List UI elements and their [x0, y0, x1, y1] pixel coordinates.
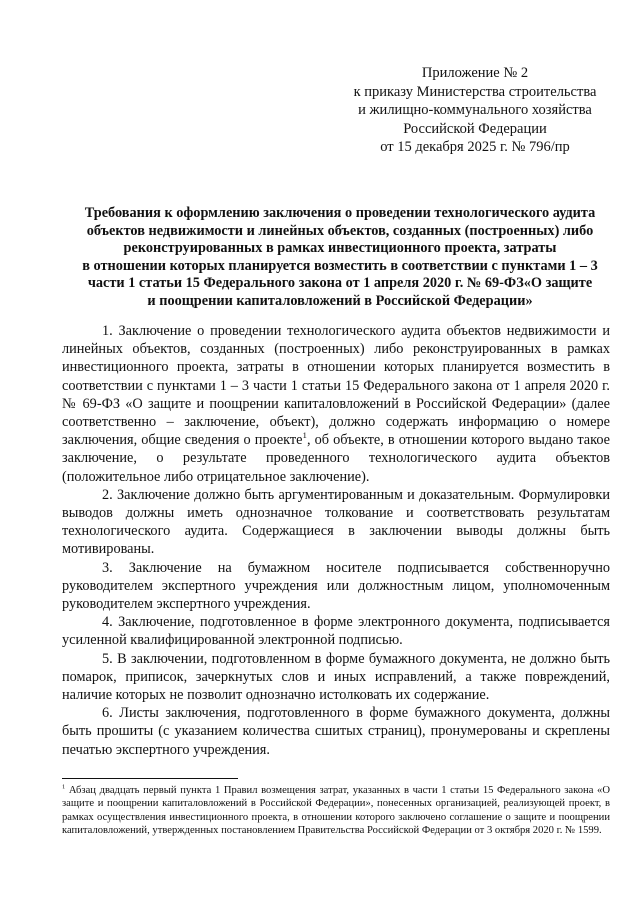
title-line: реконструированных в рамках инвестиционного проекта, затраты	[123, 240, 557, 257]
paragraph-1	[62, 322, 610, 486]
document-body	[62, 322, 610, 759]
footnote-mark: 1	[62, 783, 66, 791]
paragraph-6: 6. Листы заключения, подготовленного в форме бумажного документа, должны быть прошиты (с указанием количества сшитых страниц), пронумерованы и скреплены печатью экспертного учреждения.	[62, 705, 610, 758]
paragraph-4: 4. Заключение, подготовленное в форме электронного документа, подписывается усиленной квалифицированной электронной подписью.	[62, 614, 610, 649]
footnote-reference: 1	[302, 430, 307, 441]
title-line: объектов недвижимости и линейных объектов, созданных (построенных) либо	[86, 222, 594, 239]
paragraph-1-text: 1. Заключение о проведении технологического аудита объектов недвижимости и линейных объектов, созданных (построенных) либо реконструированных в рамках инвестиционного проекта, затраты в отношении которых планируется возместить в соответствии с пунктами 1 – 3 части 1 статьи 15 Федерального закона от 1 апреля 2020 г. № 69-ФЗ «О защите и поощрении капиталовложений в Российской Федерации» (далее соответственно – заключение, объект), должно содержать информацию о номере заключения, общие сведения о проекте	[62, 323, 610, 449]
title-line: и поощрении капиталовложений в Российской Федерации»	[147, 292, 533, 309]
appendix-header	[330, 64, 620, 157]
title-line: части 1 статьи 15 Федерального закона от 1 апреля 2020 г. № 69-ФЗ«О защите	[87, 275, 593, 292]
footnote-divider	[62, 778, 238, 779]
title-line: Требования к оформлению заключения о проведении технологического аудита	[84, 205, 596, 221]
paragraph-2: 2. Заключение должно быть аргументированным и доказательным. Формулировки выводов должны иметь однозначное толкование и соответствовать результатам технологического аудита. Содержащиеся в заключении выводы должны быть мотивированы.	[62, 486, 610, 558]
paragraph-1-text-cont: , об объекте, в отношении которого выдано такое заключение, о результате проведенного технологического аудита объектов (положительное либо отрицательное заключение).	[62, 432, 610, 485]
appendix-date: от 15 декабря 2025 г. № 796/пр	[380, 139, 570, 156]
footnote-text: Абзац двадцать первый пункта 1 Правил возмещения затрат, указанных в части 1 статьи 15 Федерального закона «О защите и поощрении капиталовложений в Российской Федерации», понесенных организацией, реализующей проект, в рамках осуществления инвестиционного проекта, в отношении которого заключено соглашение о защите и поощрении капиталовложений, утвержденных постановлением Правительства Российской Федерации от 3 октября 2020 г. № 1599.	[62, 785, 610, 837]
document-title	[56, 205, 624, 311]
title-line: в отношении которых планируется возместить в соответствии с пунктами 1 – 3	[82, 257, 598, 274]
paragraph-5: 5. В заключении, подготовленном в форме бумажного документа, не должно быть помарок, приписок, зачеркнутых слов и иных исправлений, а также повреждений, наличие которых не позволит однозначно истолковать их содержание.	[62, 650, 610, 704]
appendix-number: Приложение № 2	[421, 65, 529, 81]
paragraph-3: 3. Заключение на бумажном носителе подписывается собственноручно руководителем экспертного учреждения или должностным лицом, уполномоченным руководителем экспертного учреждения.	[62, 559, 610, 613]
footnote	[62, 784, 610, 838]
appendix-country: Российской Федерации	[403, 120, 547, 137]
appendix-ministry: и жилищно-коммунального хозяйства	[358, 102, 592, 119]
appendix-order-ref: к приказу Министерства строительства	[353, 83, 597, 100]
